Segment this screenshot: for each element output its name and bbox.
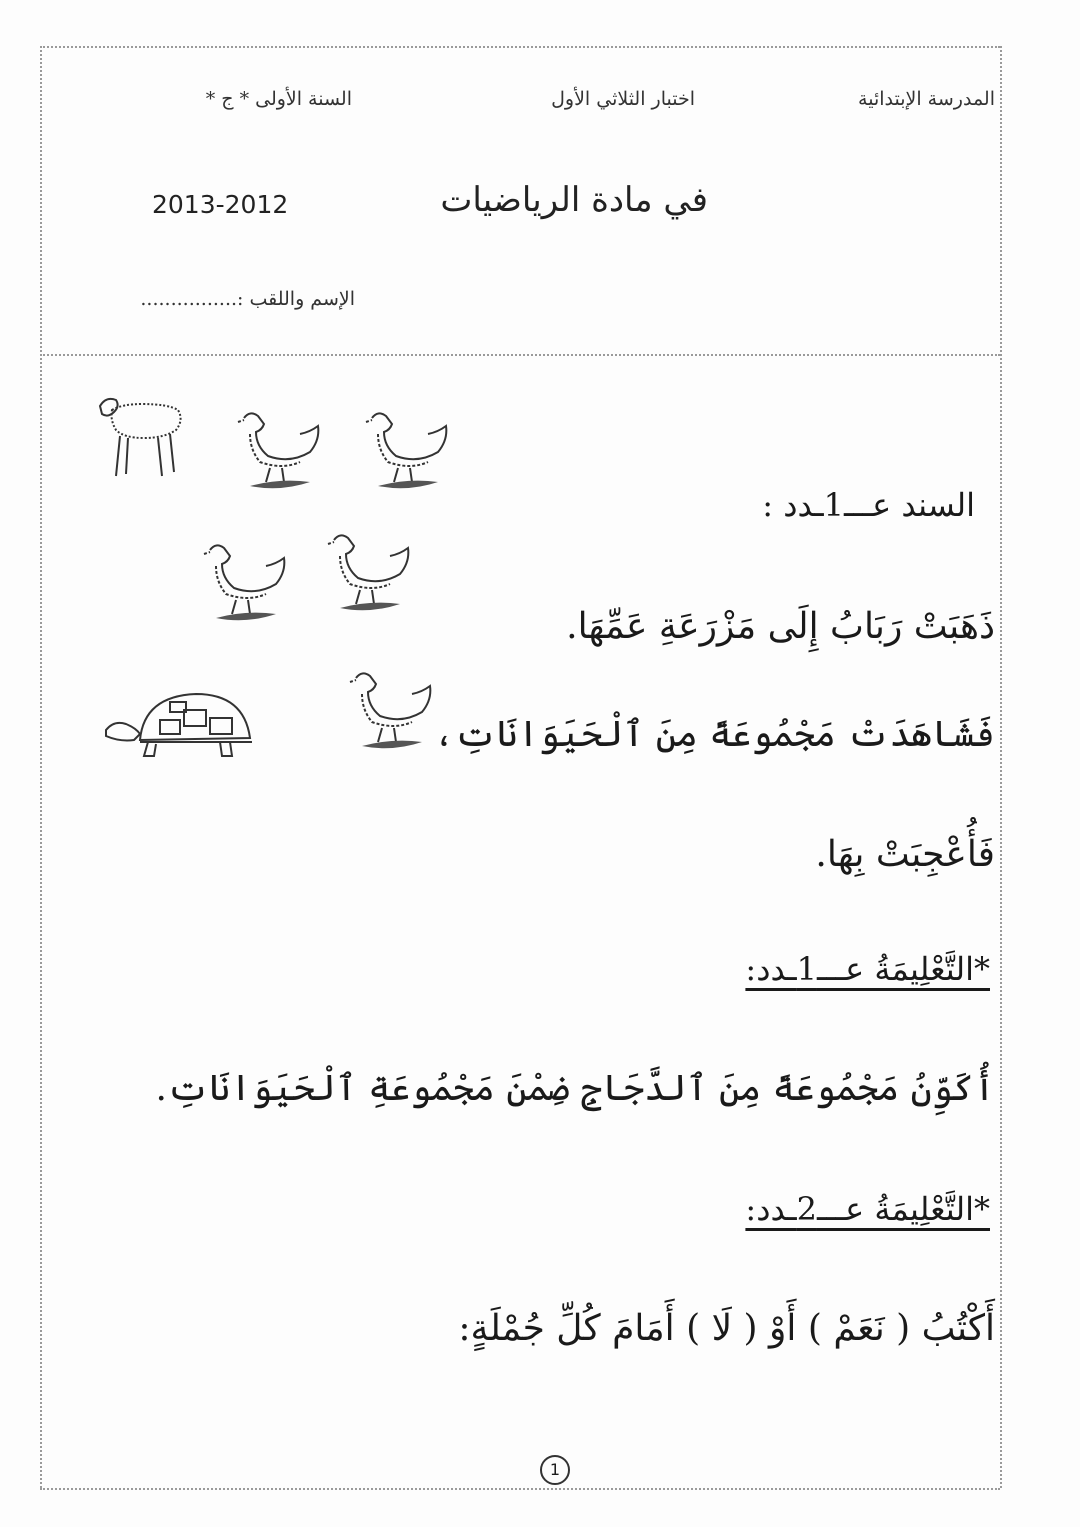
- page-number: 1: [540, 1455, 570, 1485]
- subject-title: في مادة الرياضيات: [440, 180, 708, 220]
- frame-left: [40, 46, 42, 1488]
- hen-image: [358, 408, 458, 498]
- school-name: المدرسة الإبتدائية: [858, 88, 995, 110]
- frame-top: [40, 46, 1000, 48]
- exam-title: اختبار الثلاثي الأول: [551, 88, 695, 110]
- sheep-image: [88, 388, 188, 488]
- frame-bottom: [40, 1488, 1000, 1490]
- sanad-heading: السند عـــ1ـدد :: [762, 486, 975, 524]
- name-field-label: الإسم واللقب :................: [140, 288, 355, 310]
- sanad-line-1: ذَهَبَتْ رَبَابُ إِلَى مَزْرَعَةِ عَمِّهَا.: [566, 606, 995, 647]
- frame-right: [1000, 46, 1002, 1488]
- header-divider: [40, 354, 1000, 356]
- sanad-line-2: فَشَاهَدَتْ مَجْمُوعَةً مِنَ ٱلْحَيَوَانَاتِ،: [433, 714, 995, 755]
- school-year: 2013-2012: [152, 190, 289, 219]
- task-2-heading: *التَّعْلِيمَةُ عـــ2ـدد:: [745, 1190, 990, 1228]
- hen-image: [342, 668, 442, 758]
- task-2-text: أَكْتُبُ ( نَعَمْ ) أَوْ ( لَا ) أَمَامَ كُلِّ جُمْلَةٍ:: [458, 1308, 995, 1349]
- task-1-text: أُكَوِّنُ مَجْمُوعَةً مِنَ ٱلدَّجَاجِ ضِمْنَ مَجْمُوعَةِ ٱلْحَيَوَانَاتِ.: [155, 1068, 995, 1109]
- hen-image: [196, 540, 296, 630]
- hen-image: [320, 530, 420, 620]
- hen-image: [230, 408, 330, 498]
- task-1-heading: *التَّعْلِيمَةُ عـــ1ـدد:: [745, 950, 990, 988]
- class-label: السنة الأولى * ج *: [205, 88, 352, 110]
- sanad-line-3: فَأُعْجِبَتْ بِهَا.: [815, 834, 995, 875]
- tortoise-image: [100, 680, 260, 770]
